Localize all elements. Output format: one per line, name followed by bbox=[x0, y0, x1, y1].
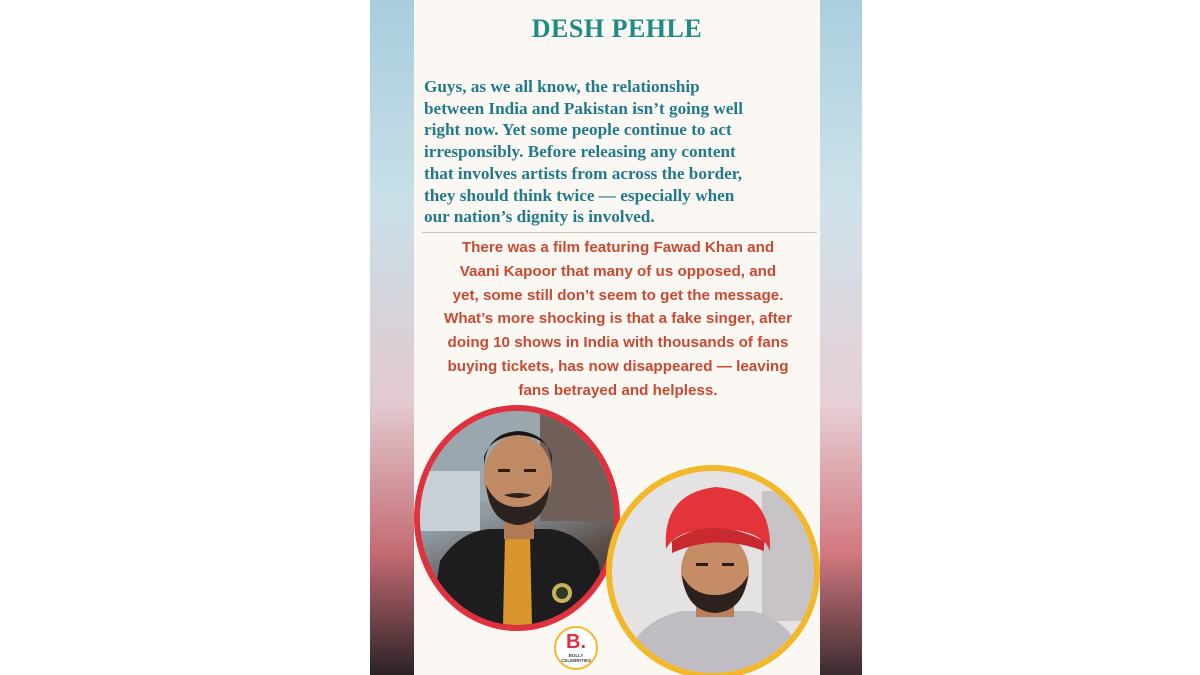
story-line: There was a film featuring Fawad Khan and bbox=[461, 239, 775, 256]
story-line: doing 10 shows in India with thousands of fans bbox=[447, 334, 789, 352]
story-line: What’s more shocking is that a fake singer, after bbox=[443, 310, 792, 328]
blurred-background-left bbox=[370, 0, 414, 675]
section-divider bbox=[422, 232, 817, 233]
story-paragraph bbox=[418, 236, 818, 403]
blurred-background-right bbox=[820, 0, 862, 675]
story-line: Vaani Kapoor that many of us opposed, and bbox=[459, 262, 777, 280]
singer-portrait-image bbox=[420, 411, 614, 625]
story-line: yet, some still don’t seem to get the message. bbox=[452, 286, 784, 304]
badge-letter: B. bbox=[566, 631, 586, 653]
post-title: DESH PEHLE bbox=[531, 14, 703, 43]
portrait-left bbox=[414, 405, 620, 631]
intro-line: irresponsibly. Before releasing any content bbox=[424, 142, 736, 162]
intro-line: Guys, as we all know, the relationship bbox=[424, 77, 700, 96]
portrait-right bbox=[606, 465, 820, 675]
intro-paragraph bbox=[424, 76, 819, 228]
badge-text-line2: CELEBRITIES bbox=[561, 658, 591, 663]
story-line: fans betrayed and helpless. bbox=[518, 381, 718, 399]
story-frame bbox=[370, 0, 862, 675]
story-line: buying tickets, has now disappeared — leaving bbox=[447, 357, 789, 375]
badge-text-line1: BOLLY bbox=[568, 653, 584, 658]
intro-line: they should think twice — especially when bbox=[424, 185, 735, 205]
channel-logo-badge bbox=[554, 626, 598, 670]
actor-portrait-image bbox=[612, 471, 814, 673]
post-card bbox=[414, 0, 820, 675]
intro-line: right now. Yet some people continue to act bbox=[424, 120, 732, 140]
intro-line: between India and Pakistan isn’t going well bbox=[424, 98, 743, 118]
intro-line: that involves artists from across the border, bbox=[424, 163, 743, 183]
intro-line: our nation’s dignity is involved. bbox=[424, 207, 655, 227]
